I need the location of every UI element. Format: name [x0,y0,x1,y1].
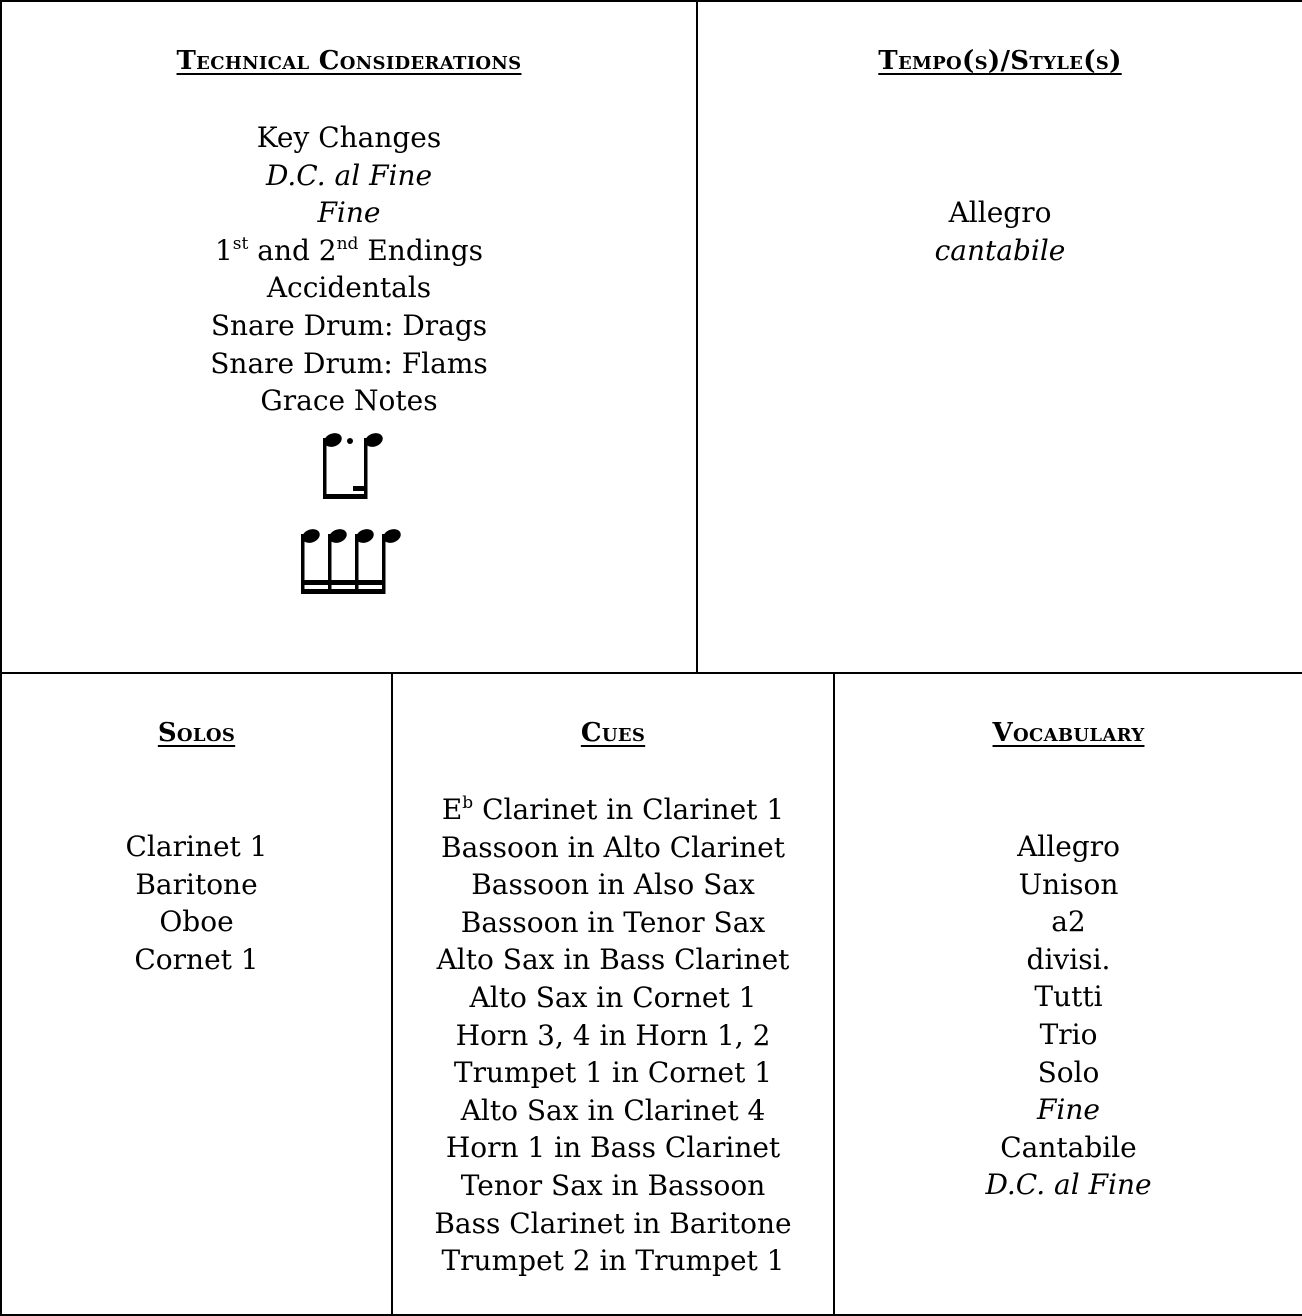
list-item: Fine [317,196,381,230]
list-item: Baritone [135,867,258,901]
cues-heading: Cues [580,718,646,748]
list-item: cantabile [934,233,1066,267]
list-item: Cantabile [1000,1130,1137,1164]
list-item: Oboe [159,905,234,939]
solos-heading: Solos [157,718,236,748]
list-item: a2 [1051,905,1086,939]
vocabulary-heading: Vocabulary [992,718,1145,748]
list-item: divisi. [1026,942,1111,976]
list-item: Snare Drum: Drags [210,308,488,342]
technical-considerations-cell [0,0,698,674]
cues-list [393,791,833,1280]
tempo-style-cell [696,0,1302,674]
list-item: Bassoon in Alto Clarinet [441,830,785,864]
solos-list [2,828,391,978]
list-item: Horn 1 in Bass Clarinet [445,1131,781,1165]
four-sixteenth-notes-rhythm-icon [299,526,409,596]
list-item: Solo [1037,1055,1100,1089]
tempo-style-heading: Tempo(s)/Style(s) [878,46,1122,76]
solos-cell [0,672,393,1316]
list-item: Tenor Sax in Bassoon [460,1168,766,1202]
list-item: Accidentals [266,271,432,305]
list-item: Alto Sax in Bass Clarinet [436,943,790,977]
list-item: Trumpet 1 in Cornet 1 [453,1056,773,1090]
list-item: Bassoon in Tenor Sax [460,905,766,939]
vocabulary-cell [833,672,1302,1316]
list-item: Trio [1039,1017,1098,1051]
list-item: Fine [1037,1093,1100,1127]
list-item: Clarinet 1 [125,830,268,863]
list-item: D.C. al Fine [265,158,433,192]
list-item: 1st and 2nd Endings [214,233,484,267]
list-item: Snare Drum: Flams [210,346,488,380]
dotted-eighth-sixteenth-rhythm-icon [319,430,389,500]
list-item: Alto Sax in Cornet 1 [469,980,757,1014]
list-item: Grace Notes [260,384,438,418]
cues-cell [391,672,835,1316]
list-item: Allegro [948,196,1052,229]
list-item: Allegro [1017,830,1120,863]
list-item: Unison [1018,867,1119,901]
list-item: Alto Sax in Clarinet 4 [460,1093,766,1127]
list-item: Key Changes [256,121,442,154]
list-item: $E^b$ Clarinet in Clarinet 1 [441,793,785,826]
technical-considerations-heading: Technical Considerations [176,46,522,76]
list-item: Tutti [1034,980,1103,1014]
list-item: Cornet 1 [134,942,259,976]
tempo-style-list [698,194,1302,269]
list-item: D.C. al Fine [985,1168,1152,1202]
list-item: Trumpet 2 in Trumpet 1 [441,1244,785,1278]
list-item: Bassoon in Also Sax [471,868,755,902]
list-item: Horn 3, 4 in Horn 1, 2 [455,1018,771,1052]
list-item: Bass Clarinet in Baritone [434,1206,792,1240]
technical-considerations-list [2,119,696,420]
vocabulary-list [835,828,1302,1204]
